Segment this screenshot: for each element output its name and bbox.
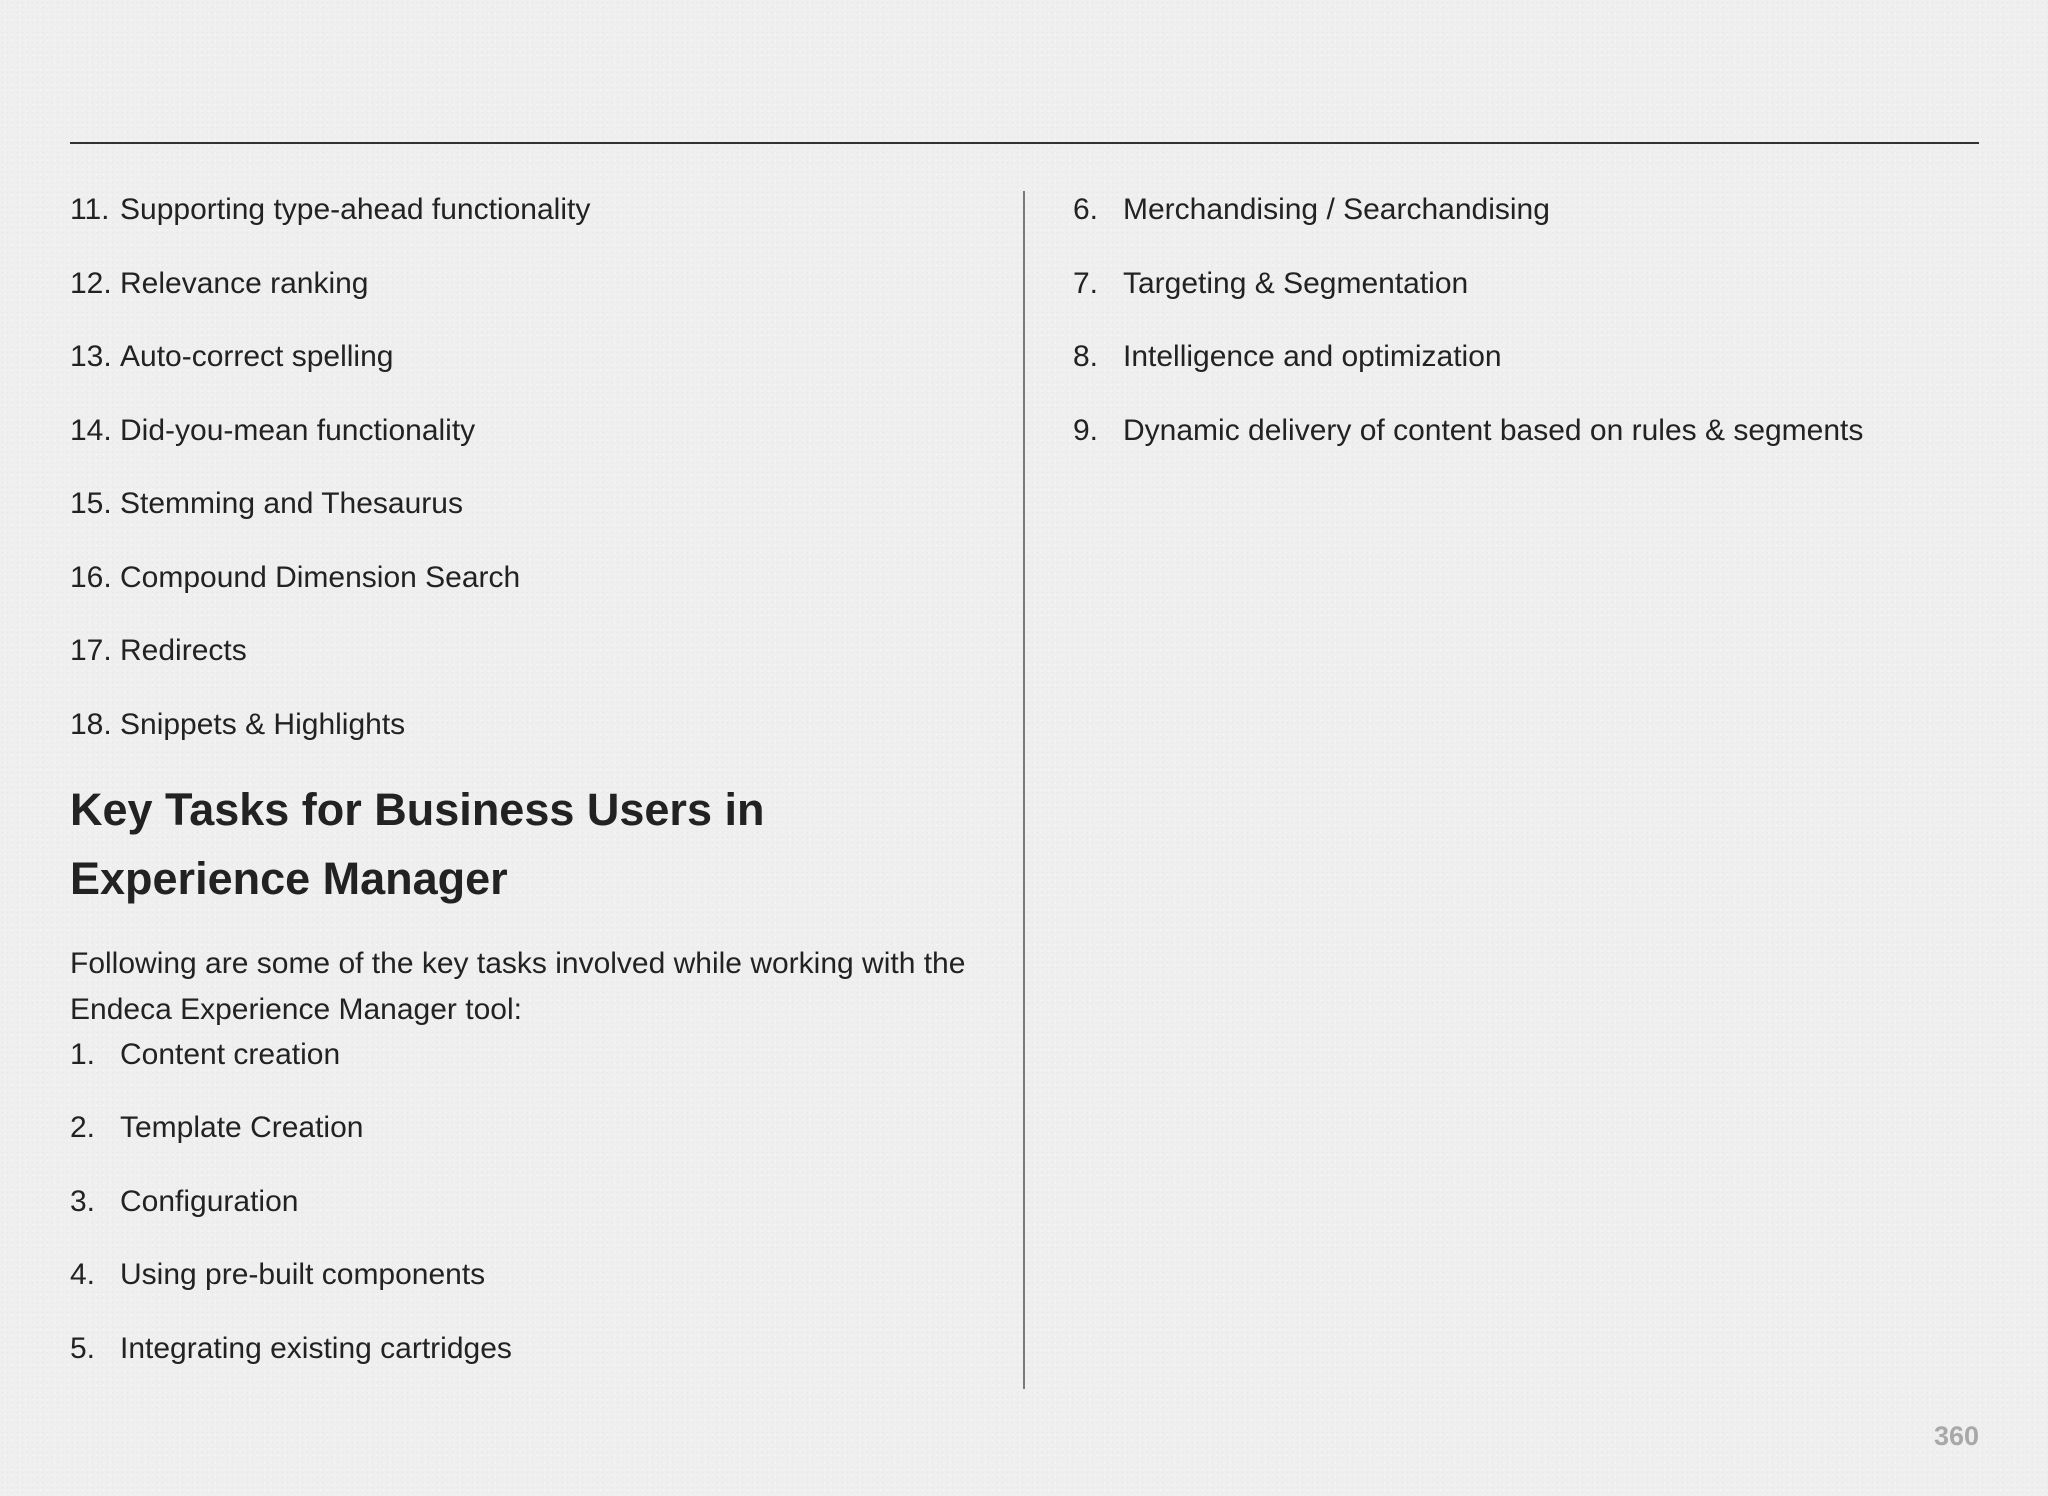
list-item — [70, 556, 1000, 600]
key-tasks-list — [70, 1033, 1000, 1371]
list-text: Configuration — [120, 1184, 299, 1218]
list-text: Intelligence and optimization — [1123, 340, 1502, 373]
list-item — [70, 1106, 1000, 1150]
page-number: 360 — [1933, 1421, 1979, 1451]
list-text: Auto-correct spelling — [120, 340, 394, 373]
list-number: 14. — [70, 413, 112, 447]
list-text: Dynamic delivery of content based on rules & segments — [1123, 413, 1864, 447]
list-number: 11. — [70, 193, 110, 226]
list-item — [70, 629, 1000, 673]
list-text: Did-you-mean functionality — [120, 413, 476, 447]
list-text: Targeting & Segmentation — [1123, 266, 1469, 300]
column-divider — [1023, 191, 1025, 1389]
list-item — [70, 409, 1000, 453]
list-text: Merchandising / Searchandising — [1123, 193, 1550, 226]
list-number: 8. — [1073, 340, 1099, 373]
list-number: 17. — [70, 634, 112, 667]
list-item — [1073, 335, 1973, 379]
list-number: 5. — [70, 1331, 96, 1365]
key-tasks-list-continued — [1073, 188, 1973, 453]
search-features-list — [70, 188, 1000, 747]
list-text: Stemming and Thesaurus — [120, 487, 463, 520]
list-item — [70, 262, 1000, 306]
list-text: Using pre-built components — [120, 1258, 486, 1291]
list-number: 4. — [70, 1258, 96, 1291]
list-item — [70, 188, 1000, 232]
list-text: Compound Dimension Search — [120, 560, 521, 594]
intro-paragraph: Following are some of the key tasks involved while working with the Endeca Experience Manager tool: — [70, 946, 966, 1026]
list-number: 3. — [70, 1184, 96, 1218]
list-number: 1. — [70, 1037, 96, 1071]
list-item — [70, 1180, 1000, 1224]
list-text: Relevance ranking — [120, 266, 369, 300]
list-number: 16. — [70, 560, 112, 594]
list-text: Integrating existing cartridges — [120, 1331, 512, 1365]
left-column — [70, 188, 1000, 1371]
list-item — [1073, 188, 1973, 232]
header-rule — [70, 142, 1979, 144]
section-heading: Key Tasks for Business Users in Experience Manager — [70, 783, 765, 904]
list-text: Redirects — [120, 634, 247, 667]
list-text: Snippets & Highlights — [120, 707, 406, 741]
list-number: 13. — [70, 340, 112, 373]
list-number: 12. — [70, 266, 112, 300]
list-item — [70, 1033, 1000, 1077]
right-column — [1073, 188, 1973, 453]
list-number: 2. — [70, 1111, 96, 1144]
list-text: Supporting type-ahead functionality — [120, 193, 591, 226]
list-item — [70, 335, 1000, 379]
list-item — [70, 1327, 1000, 1371]
list-number: 6. — [1073, 193, 1099, 226]
list-item — [70, 703, 1000, 747]
list-item — [1073, 262, 1973, 306]
list-number: 9. — [1073, 413, 1099, 447]
list-item — [70, 1253, 1000, 1297]
list-number: 15. — [70, 487, 112, 520]
list-number: 18. — [70, 707, 112, 741]
list-number: 7. — [1073, 266, 1099, 300]
list-text: Content creation — [120, 1037, 341, 1071]
list-item — [70, 482, 1000, 526]
list-text: Template Creation — [120, 1111, 364, 1144]
list-item — [1073, 409, 1973, 453]
